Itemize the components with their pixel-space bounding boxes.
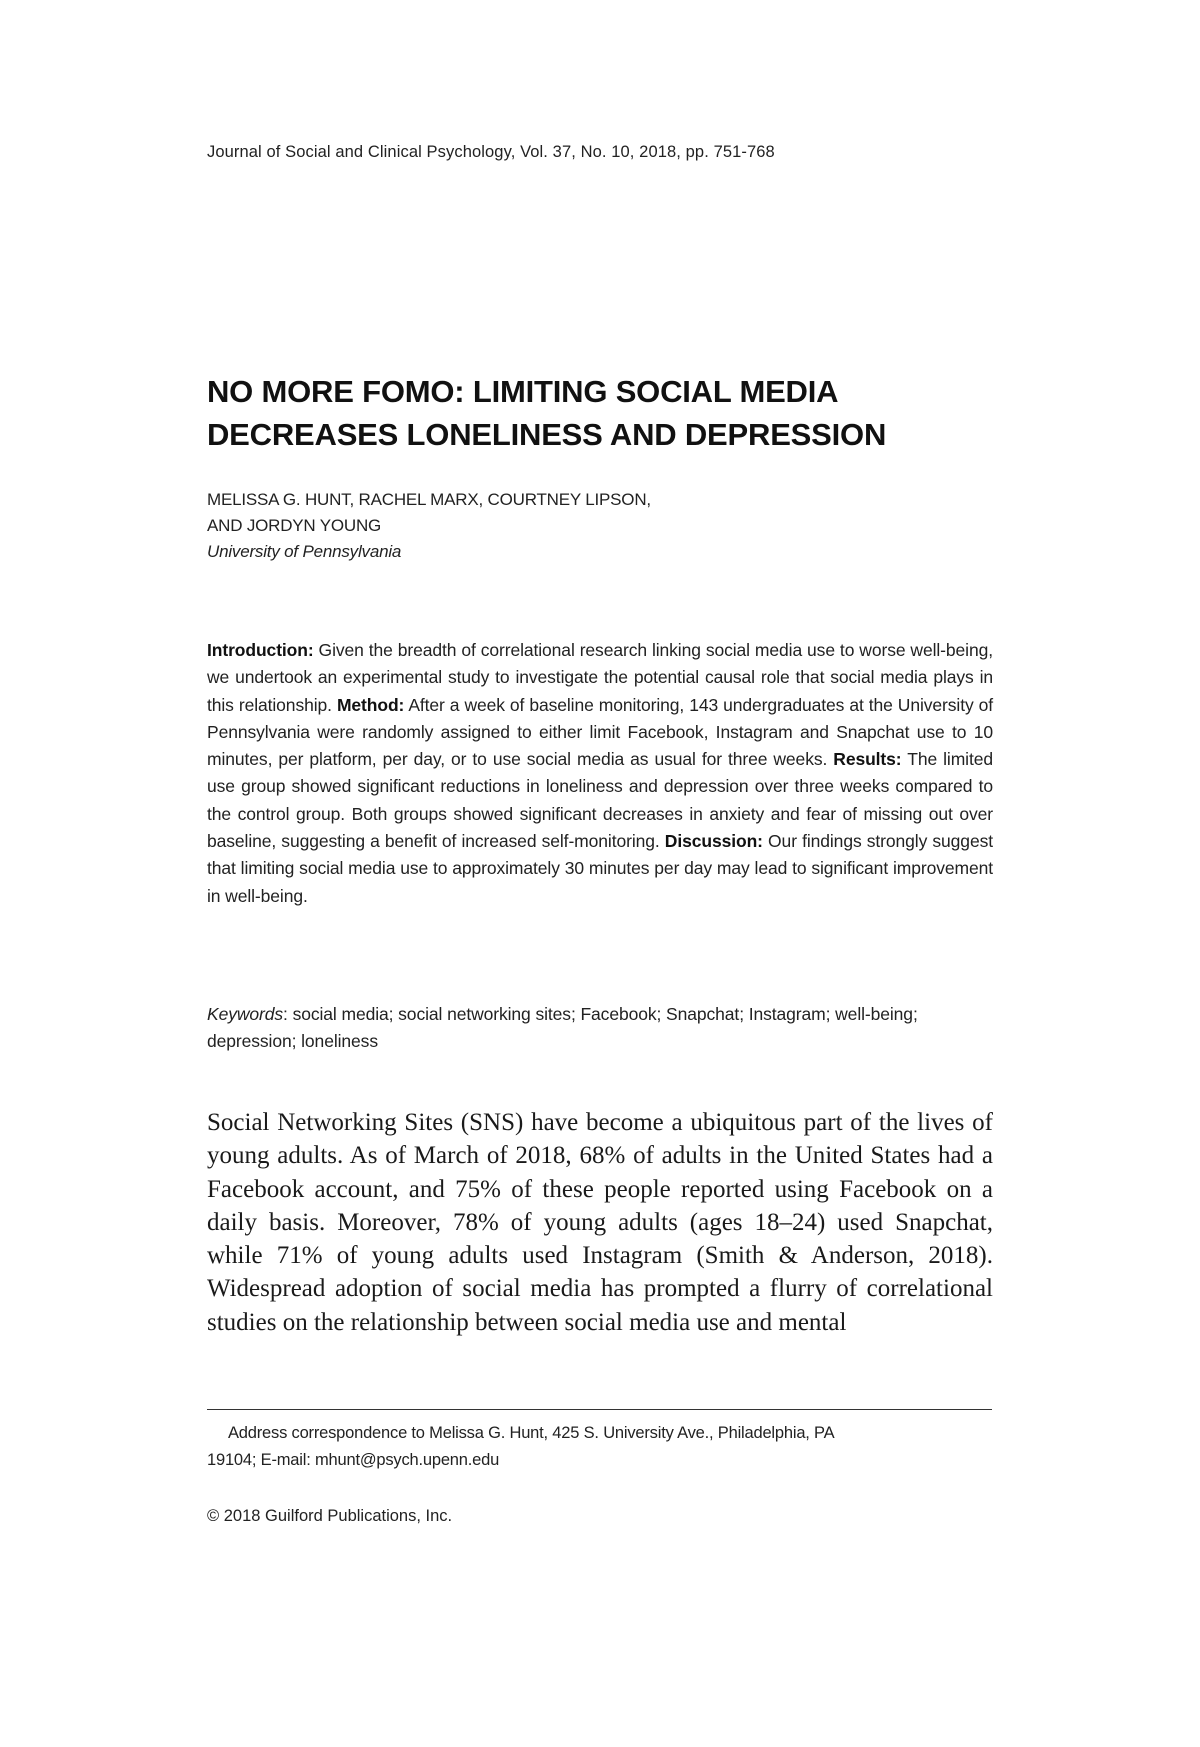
- correspondence-footnote: [207, 1420, 993, 1474]
- abstract-discussion-text: Our findings strongly suggest that limiting social media use to approximately 30 minutes per day may lead to significant improvement in well-being.: [207, 831, 993, 906]
- author-block: [207, 487, 651, 565]
- keywords: [207, 1001, 993, 1056]
- footnote-line-1: Address correspondence to Melissa G. Hunt, 425 S. University Ave., Philadelphia, PA: [228, 1424, 835, 1442]
- copyright-notice: © 2018 Guilford Publications, Inc.: [207, 1507, 453, 1525]
- body-paragraph: Social Networking Sites (SNS) have become a ubiquitous part of the lives of young adults. As of March of 2018, 68% of adults in the United States had a Facebook account, and 75% of these people reported using Facebook on a daily basis. Moreover, 78% of young adults (ages 18–24) used Snapchat, while 71% of young adults used Instagram (Smith & Anderson, 2018). Widespread adoption of social media has prompted a flurry of correlational studies on the relationship between social media use and mental: [207, 1109, 993, 1336]
- abstract-results-label: Results:: [833, 749, 902, 770]
- abstract-intro-label: Introduction:: [207, 640, 314, 660]
- keywords-text: : social media; social networking sites; Facebook; Snapchat; Instagram; well-being; depression; loneliness: [207, 1004, 918, 1052]
- abstract-intro-text: Given the breadth of correlational research linking social media use to worse well-being, we undertook an experimental study to investigate the potential causal role that social media plays in this relationship.: [207, 640, 993, 715]
- keywords-label: Keywords: [207, 1004, 284, 1024]
- running-head: Journal of Social and Clinical Psychology, Vol. 37, No. 10, 2018, pp. 751-768: [207, 143, 775, 161]
- authors-line-1: MELISSA G. HUNT, RACHEL MARX, COURTNEY LIPSON,: [207, 490, 651, 509]
- footnote-line-2: 19104; E-mail: mhunt@psych.upenn.edu: [207, 1451, 500, 1469]
- title-line-2: DECREASES LONELINESS AND DEPRESSION: [207, 417, 887, 452]
- footnote-divider: [207, 1409, 992, 1410]
- authors-line-2: AND JORDYN YOUNG: [207, 516, 382, 535]
- abstract: [207, 637, 993, 910]
- affiliation: University of Pennsylvania: [207, 542, 402, 561]
- abstract-discussion-label: Discussion:: [664, 831, 763, 852]
- title-line-1: NO MORE FOMO: LIMITING SOCIAL MEDIA: [207, 374, 839, 409]
- abstract-results-text: The limited use group showed significant reductions in loneliness and depression over three weeks compared to the control group. Both groups showed significant decreases in anxiety and fear of missing out over baseline, suggesting a benefit of increased self-monitoring.: [207, 749, 993, 852]
- abstract-method-label: Method:: [336, 694, 405, 715]
- article-title: [207, 370, 1007, 456]
- abstract-method-text: After a week of baseline monitoring, 143 undergraduates at the University of Pennsylvania were randomly assigned to either limit Facebook, Instagram and Snapchat use to 10 minutes, per platform, per day, or to use social media as usual for three weeks.: [207, 694, 994, 770]
